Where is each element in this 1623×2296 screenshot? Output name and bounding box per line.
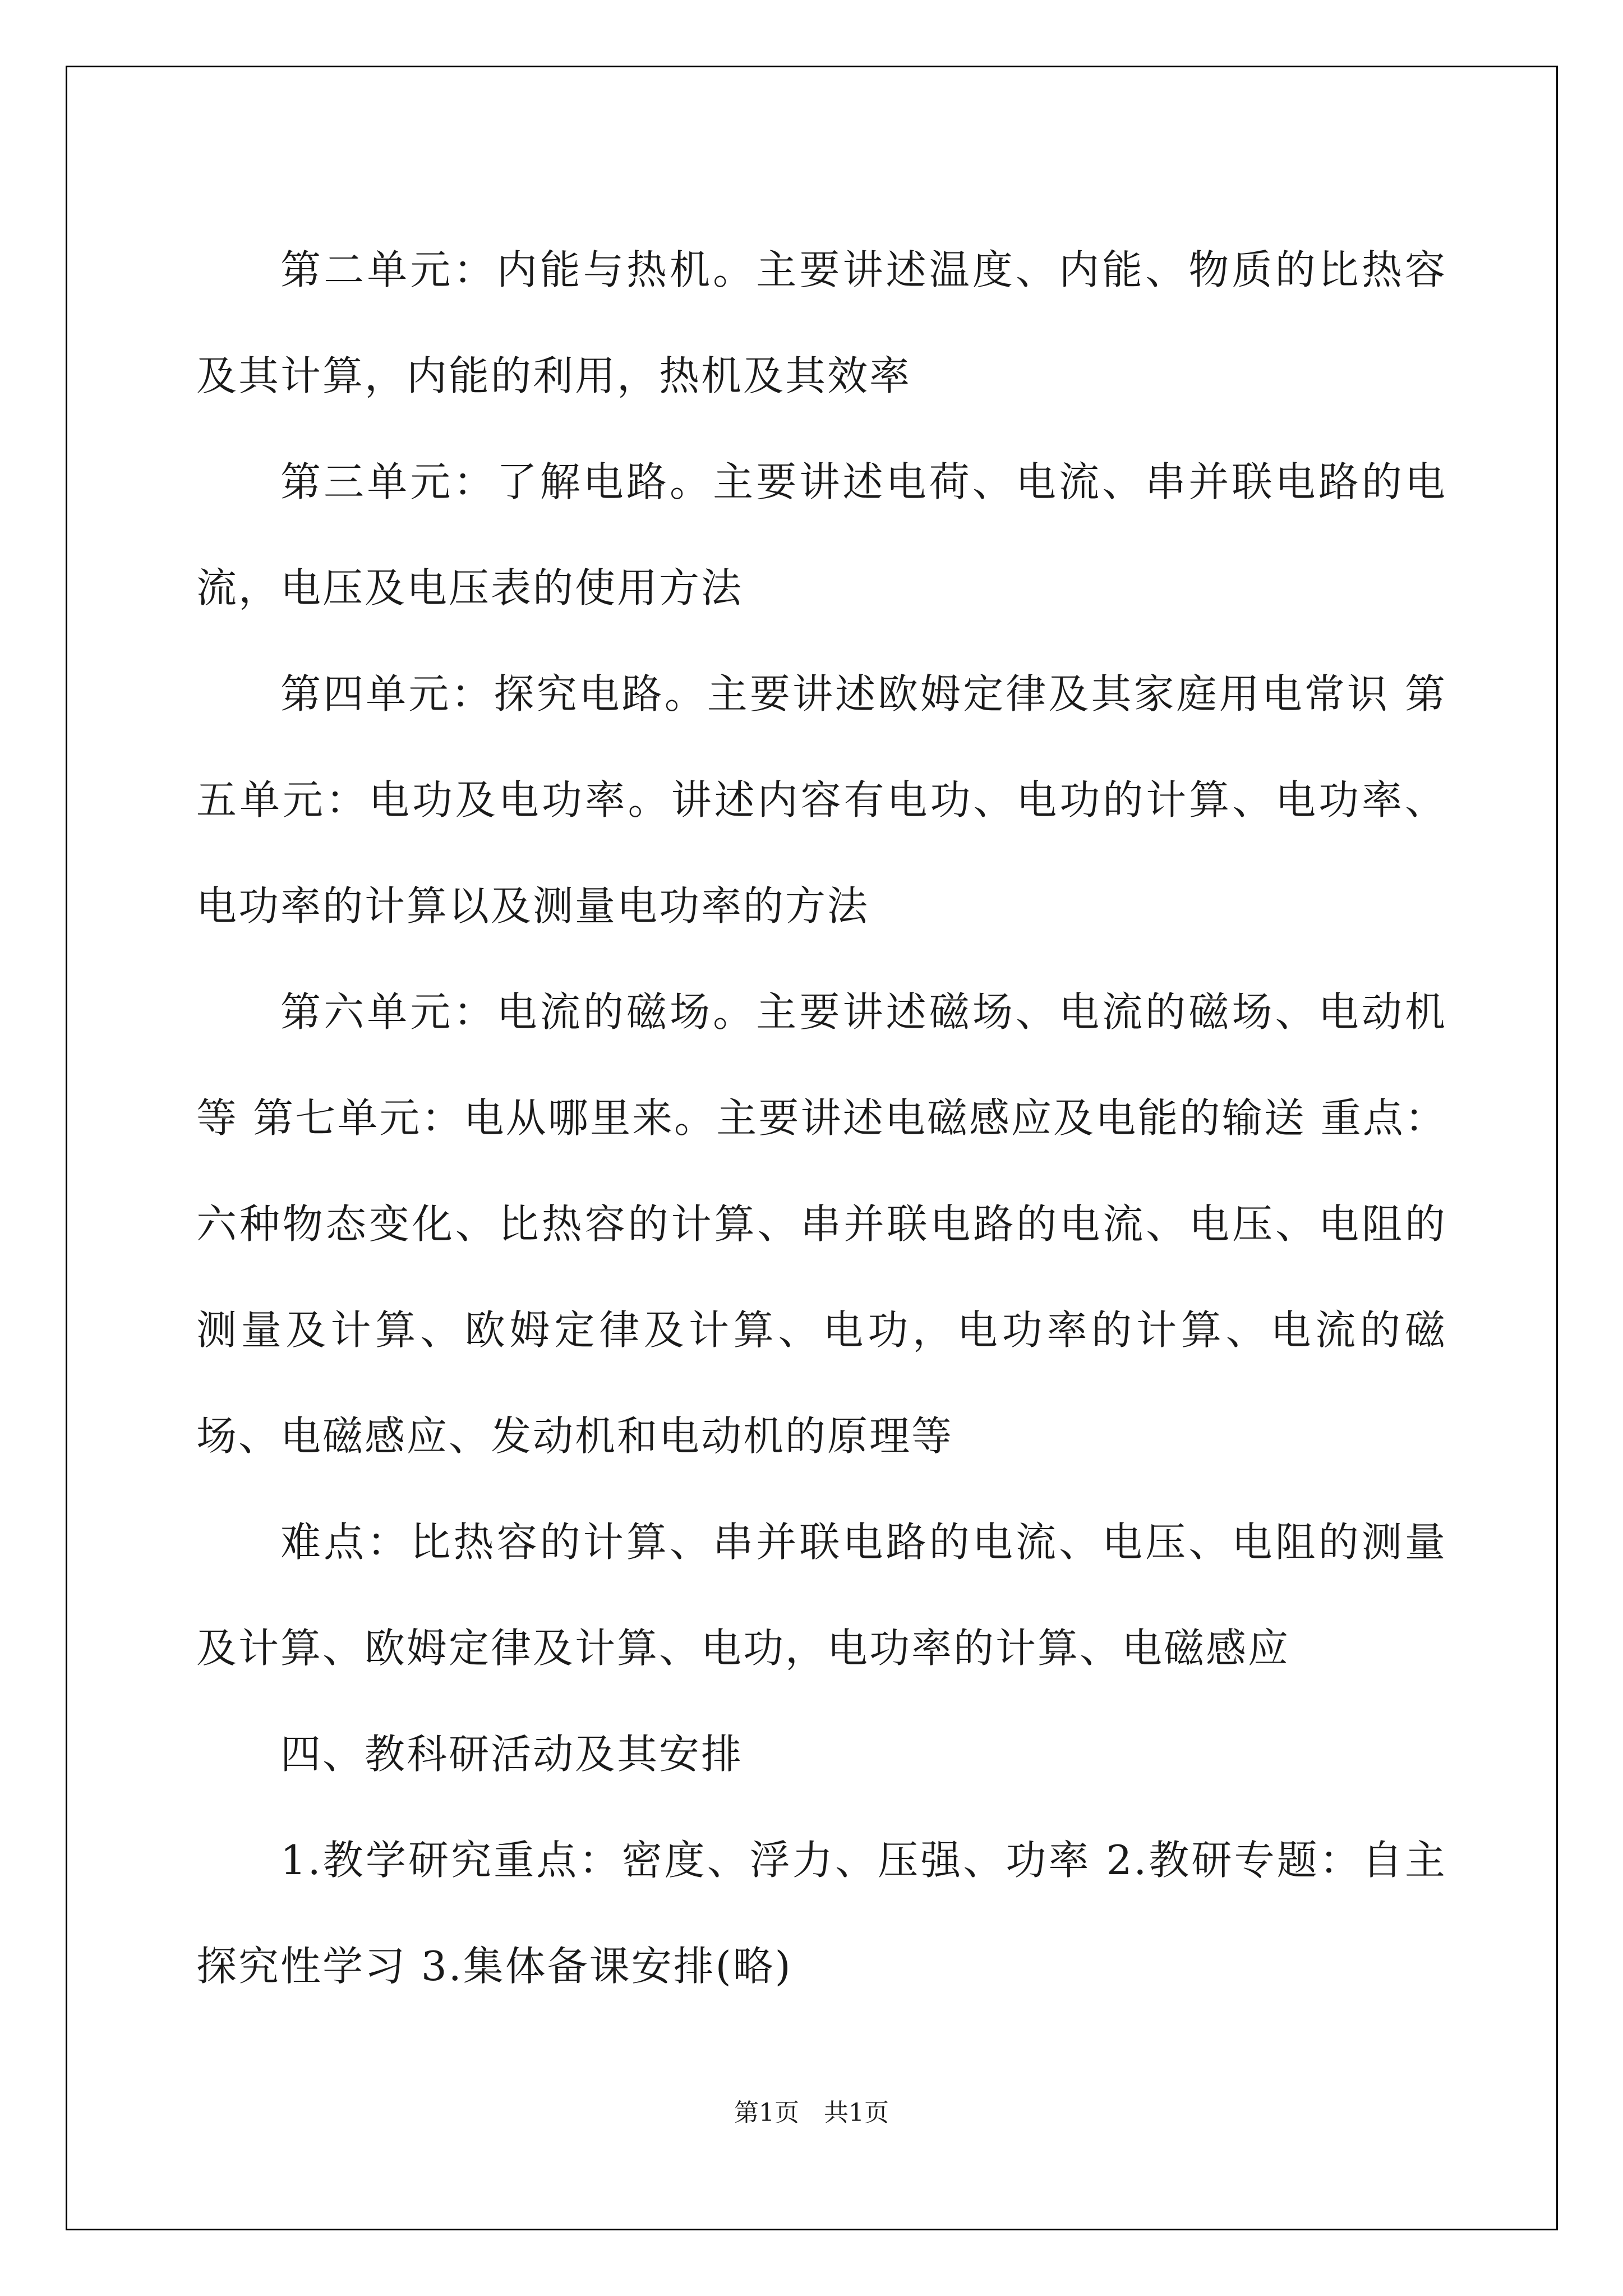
document-body	[196, 217, 1447, 2019]
paragraph-difficulties: 难点：比热容的计算、串并联电路的电流、电压、电阻的测量及计算、欧姆定律及计算、电功，电功率的计算、电磁感应	[196, 1519, 1447, 1672]
section-heading-research: 四、教科研活动及其安排	[280, 1731, 744, 1778]
paragraph-unit-4-5: 第四单元：探究电路。主要讲述欧姆定律及其家庭用电常识 第五单元：电功及电功率。讲述内容有电功、电功的计算、电功率、电功率的计算以及测量电功率的方法	[196, 670, 1447, 930]
paragraph-unit-2: 第二单元：内能与热机。主要讲述温度、内能、物质的比热容及其计算，内能的利用，热机及其效率	[196, 246, 1447, 399]
paragraph-research-items: 1.教学研究重点：密度、浮力、压强、功率 2.教研专题：自主探究性学习 3.集体备课安排(略)	[196, 1837, 1447, 1990]
page-number-footer: 第1页 共1页	[734, 2099, 889, 2127]
paragraph-unit-3: 第三单元：了解电路。主要讲述电荷、电流、串并联电路的电流，电压及电压表的使用方法	[196, 458, 1447, 611]
paragraph-unit-6-7-key-points: 第六单元：电流的磁场。主要讲述磁场、电流的磁场、电动机等 第七单元：电从哪里来。主要讲述电磁感应及电能的输送 重点：六种物态变化、比热容的计算、串并联电路的电流、电压、电阻的测量及计算、欧姆定律及计算、电功，电功率的计算、电流的磁场、电磁感应、发动机和电动机的原理等	[196, 988, 1447, 1460]
